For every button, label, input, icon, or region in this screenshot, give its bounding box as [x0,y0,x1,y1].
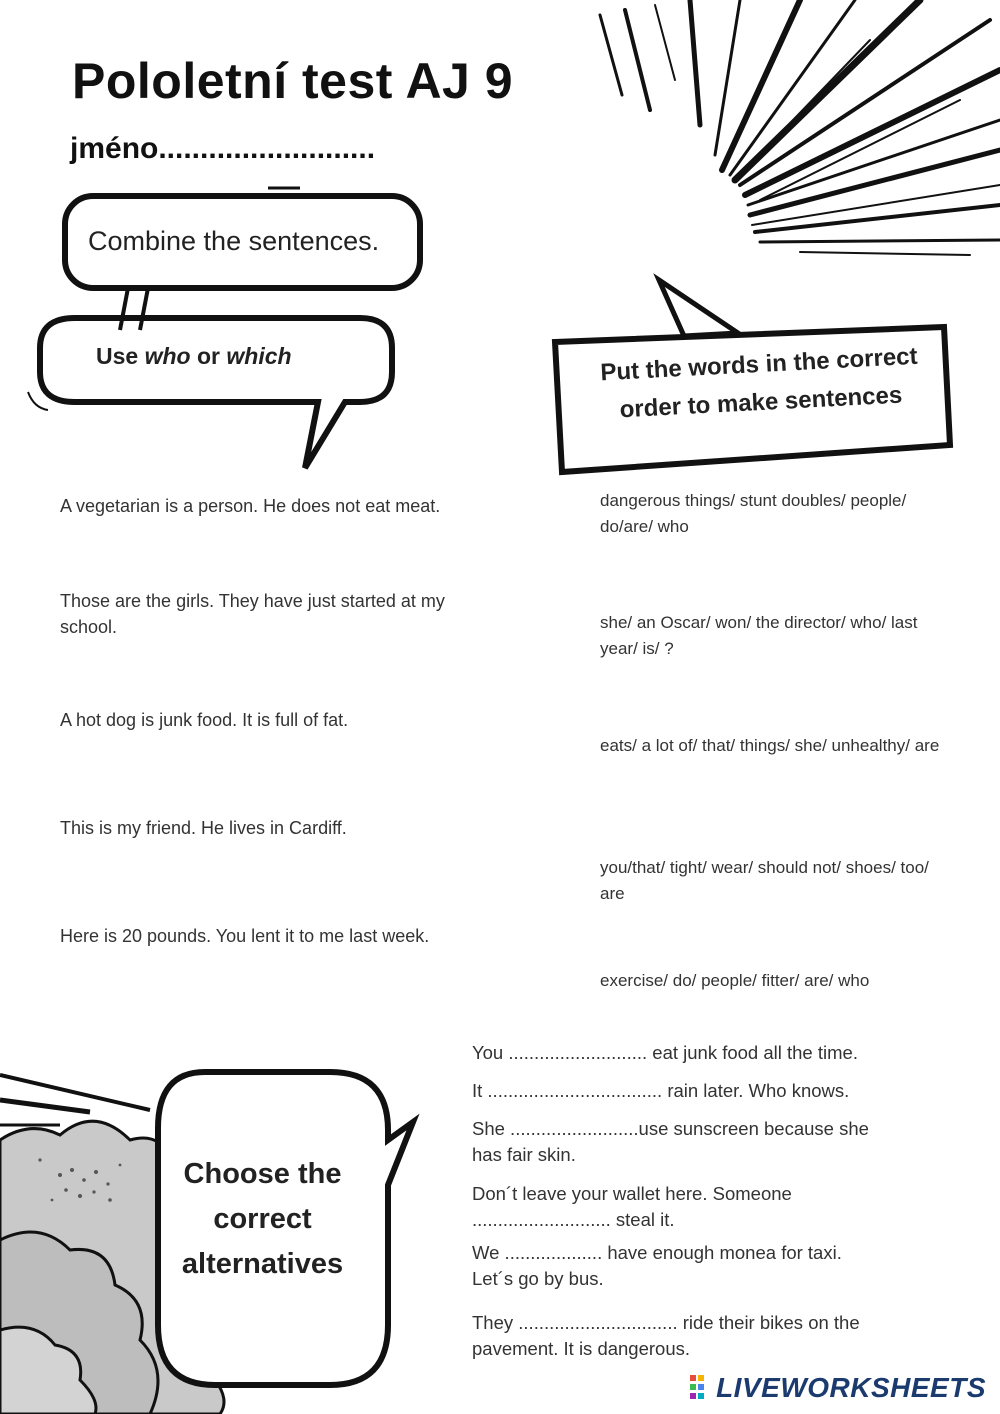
who-word: who [144,343,191,369]
combine-item-2: Those are the girls. They have just started at my school. [60,591,445,637]
name-field-line: jméno.......................... [70,132,376,165]
word-order-item-1: dangerous things/ stunt doubles/ people/ do/are/ who [600,491,907,536]
combine-item-5: Here is 20 pounds. You lent it to me last week. [60,926,430,946]
alternative-item-1: You ........................... eat junk food all the time. [472,1042,858,1063]
alternative-item-5: We ................... have enough monea for taxi. Let´s go by bus. [472,1242,842,1289]
or-word: or [190,343,227,369]
combine-item-1: A vegetarian is a person. He does not eat meat. [60,496,441,516]
page-title: Pololetní test AJ 9 [72,53,514,109]
combine-item-3: A hot dog is junk food. It is full of fat. [60,710,349,730]
word-order-item-4: you/that/ tight/ wear/ should not/ shoes/ too/ are [600,858,929,903]
which-word: which [226,343,292,369]
alternative-item-6: They ............................... ride their bikes on the pavement. It is dangerous. [472,1312,860,1359]
brand-name: LIVEWORKSHEETS [716,1372,986,1404]
liveworksheets-logo[interactable] [690,1372,986,1406]
alternative-item-2: It .................................. rain later. Who knows. [472,1080,850,1101]
liveworksheets-icon [690,1374,712,1406]
word-order-item-2: she/ an Oscar/ won/ the director/ who/ last year/ is/ ? [600,613,918,658]
who-bubble [28,318,392,468]
choose-alternatives-instruction: Choose the correct alternatives [181,1158,344,1280]
speed-lines [600,0,1000,255]
use-prefix: Use [96,343,145,369]
use-who-which-instruction [96,343,292,370]
combine-item-4: This is my friend. He lives in Cardiff. [60,818,347,838]
combine-instruction: Combine the sentences. [88,226,380,256]
word-order-item-5: exercise/ do/ people/ fitter/ are/ who [600,971,870,990]
word-order-instruction: Put the words in the correct order to make sentences [599,342,919,424]
alternative-item-4: Don´t leave your wallet here. Someone ........................... steal it. [472,1183,792,1230]
alternative-item-3: She .........................use sunscreen because she has fair skin. [472,1118,869,1165]
word-order-item-3: eats/ a lot of/ that/ things/ she/ unhealthy/ are [600,736,940,755]
combine-bubble [65,188,420,330]
